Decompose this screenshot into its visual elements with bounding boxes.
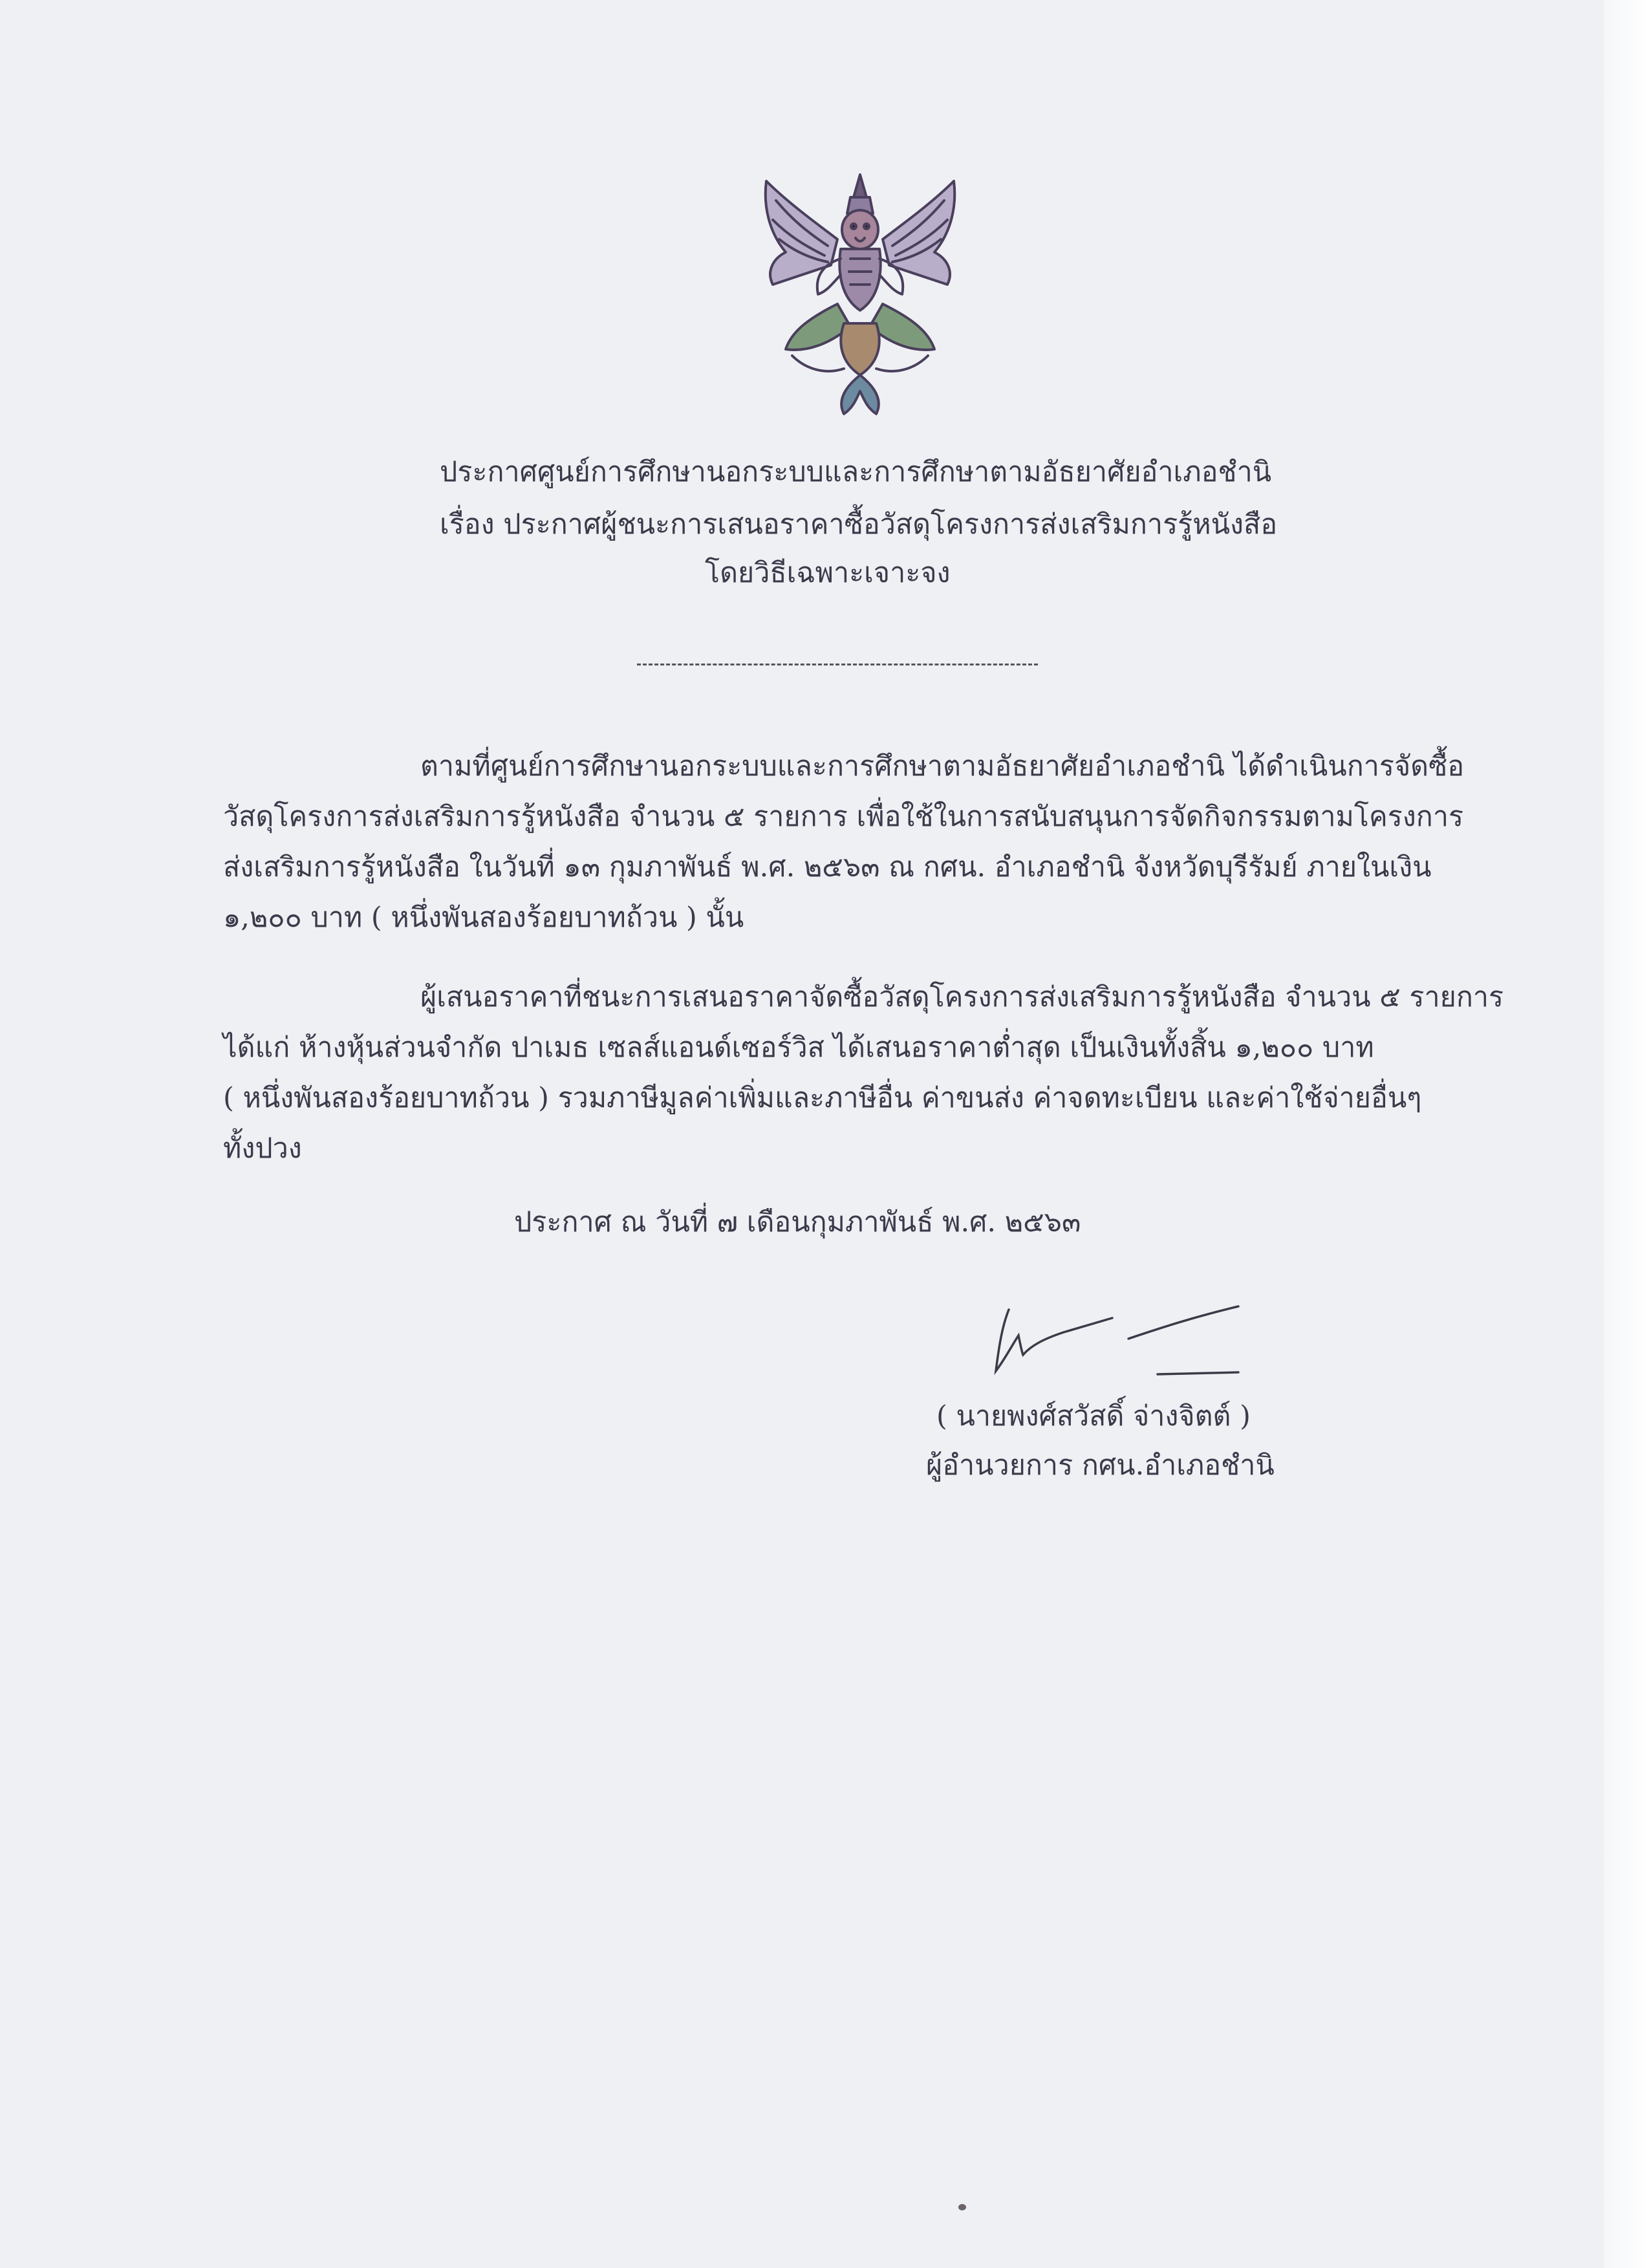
paragraph2-line: ( หนึ่งพันสองร้อยบาทถ้วน ) รวมภาษีมูลค่าเพิ่มและภาษีอื่น ค่าขนส่ง ค่าจดทะเบียน และค่าใช้จ่ายอื่นๆ	[223, 1082, 1422, 1114]
paragraph2-line: ผู้เสนอราคาที่ชนะการเสนอราคาจัดซื้อวัสดุโครงการส่งเสริมการรู้หนังสือ จำนวน ๕ รายการ	[420, 981, 1504, 1013]
paragraph2-line: ได้แก่ ห้างหุ้นส่วนจำกัด ปาเมธ เซลส์แอนด์เซอร์วิส ได้เสนอราคาต่ำสุด เป็นเงินทั้งสิ้น ๑,๒๐๐ บาท	[223, 1031, 1374, 1064]
paragraph2-line: ทั้งปวง	[223, 1132, 302, 1165]
page-edge	[1604, 0, 1649, 2268]
paragraph1-line: ส่งเสริมการรู้หนังสือ ในวันที่ ๑๓ กุมภาพันธ์ พ.ศ. ๒๕๖๓ ณ กศน. อำเภอชำนิ จังหวัดบุรีรัมย์ ภายในเงิน	[223, 851, 1432, 883]
announcement-method: โดยวิธีเฉพาะเจาะจง	[705, 557, 951, 589]
announcement-date: ประกาศ ณ วันที่ ๗ เดือนกุมภาพันธ์ พ.ศ. ๒๕๖๓	[514, 1206, 1081, 1238]
paragraph1-line: ๑,๒๐๐ บาท ( หนึ่งพันสองร้อยบาทถ้วน ) นั้น	[223, 902, 744, 934]
paragraph1-line: วัสดุโครงการส่งเสริมการรู้หนังสือ จำนวน ๕ รายการ เพื่อใช้ในการสนับสนุนการจัดกิจกรรมตามโครงการ	[223, 801, 1464, 833]
announcement-title: ประกาศศูนย์การศึกษานอกระบบและการศึกษาตามอัธยาศัยอำเภอชำนิ	[440, 456, 1272, 488]
signer-name: ( นายพงศ์สวัสดิ์ จ่างจิตต์ )	[936, 1400, 1251, 1432]
paper-speck	[958, 2204, 966, 2210]
garuda-emblem-icon	[747, 162, 973, 420]
signer-title: ผู้อำนวยการ กศน.อำเภอชำนิ	[926, 1449, 1275, 1482]
handwritten-signature	[983, 1300, 1255, 1384]
paragraph1-line: ตามที่ศูนย์การศึกษานอกระบบและการศึกษาตามอัธยาศัยอำเภอชำนิ ได้ดำเนินการจัดซื้อ	[420, 750, 1465, 783]
announcement-subject: เรื่อง ประกาศผู้ชนะการเสนอราคาซื้อวัสดุโครงการส่งเสริมการรู้หนังสือ	[440, 508, 1278, 541]
divider-line	[637, 664, 1038, 665]
